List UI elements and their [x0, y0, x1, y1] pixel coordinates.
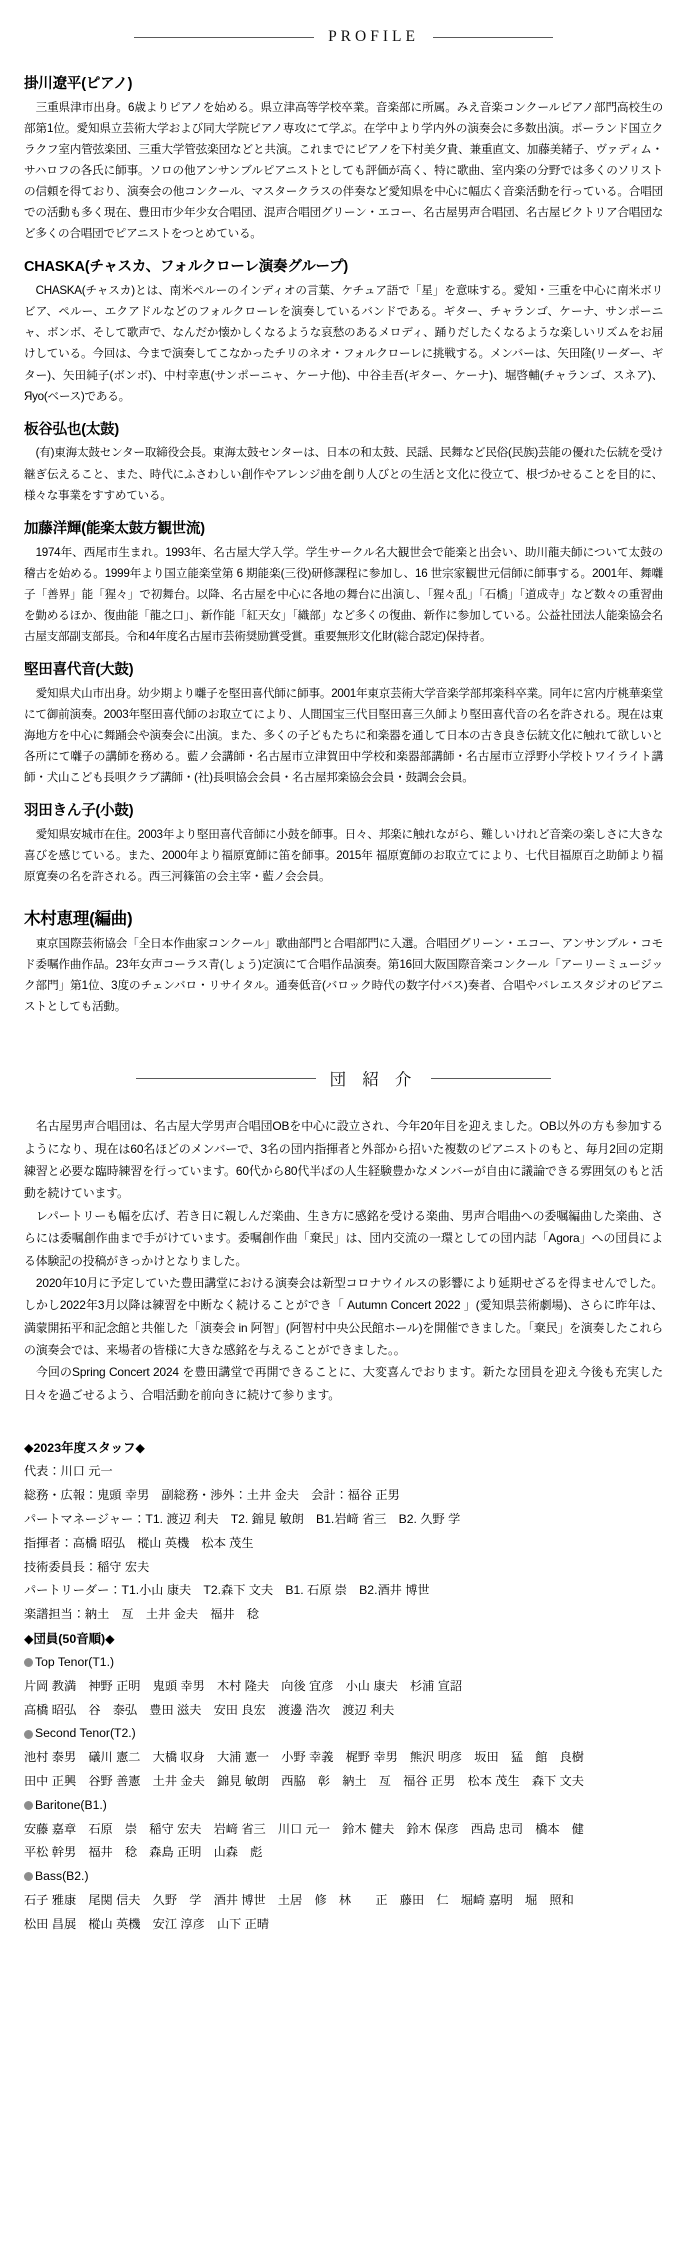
member-names-line: 平松 幹男 福井 稔 森島 正明 山森 彪 — [24, 1845, 263, 1860]
voice-part-group — [24, 1651, 663, 1722]
performer-name: 加藤洋輝(能楽太鼓方観世流) — [24, 520, 205, 537]
entry-spacer — [24, 244, 663, 257]
entry-spacer — [24, 407, 663, 420]
performer-bio: (有)東海太鼓センター取締役会長。東海太鼓センターは、日本の和太鼓、民謡、民舞など民俗(民族)芸能の優れた伝統を受け継ぎ伝えること、また、時代にふさわしい創作やアレンジ曲を創り人びとの生活と文化に役立て、根づかせることを目的に、様々な事業をすすめている。 — [24, 446, 663, 502]
banner-rule-left — [136, 1078, 316, 1079]
performer-bio: 三重県津市出身。6歳よりピアノを始める。県立津高等学校卒業。音楽部に所属。みえ音楽コンクールピアノ部門高校生の部第1位。愛知県立芸術大学および同大学院ピアノ専攻にて学ぶ。在学中より学内外の演奏会に多数出演。ポーランド国立クラクフ室内管弦楽団、三重大学管弦楽団などと共演。これまでにピアノを下村美夕貴、兼重直文、加藤美緒子、ヴァディム・サハロフの各氏に師事。ソロの他アンサンブルピアニストとしても評価が高く、特に歌曲、室内楽の分野では多くのソリストの信頼を得ており、演奏会の他コンクール、マスタークラスの伴奏など愛知県を中心に幅広く音楽活動を行っている。合唱団での活動も多く現在、豊田市少年少女合唱団、混声合唱団グリーン・エコー、名古屋男声合唱団、名古屋ビクトリア合唱団など多くの合唱団でピアニストをつとめている。 — [24, 100, 663, 241]
member-names-line: 池村 泰男 礒川 憲二 大橋 収身 大浦 憲一 小野 幸義 梶野 幸男 熊沢 明彦 坂田 猛 館 良樹 — [24, 1750, 584, 1765]
staff-roster — [24, 1436, 663, 1627]
bullet-dot-icon — [24, 1658, 33, 1667]
member-names-line: 高橋 昭弘 谷 泰弘 豊田 滋夫 安田 良宏 渡邊 浩次 渡辺 利夫 — [24, 1702, 395, 1717]
profile-entry — [24, 801, 663, 887]
performer-bio: 東京国際芸術協会「全日本作曲家コンクール」歌曲部門と合唱部門に入選。合唱団グリーン・エコー、アンサンブル・コモド委嘱作曲作品。23年女声コーラス青(しょう)定演にて合唱作品演奏。第16回大阪国際音楽コンクール「アーリーミュージック部門」第1位、3度のチェンバロ・リサイタル。通奏低音(バロック時代の数字付バス)奏者、合唱やバレエスタジオのピアニストとしても活動。 — [24, 936, 663, 1014]
staff-line: 指揮者：高橋 昭弘 樅山 英機 松本 茂生 — [24, 1535, 254, 1550]
staff-line: 楽譜担当：納土 亙 土井 金夫 福井 稔 — [24, 1607, 259, 1622]
profile-entry — [24, 74, 663, 244]
performer-bio: 1974年、西尾市生まれ。1993年、名古屋大学入学。学生サークル名大観世会で能楽と出会い、助川龍夫師について太鼓の稽古を始める。1999年より国立能楽堂第 6 期能楽(三役)研修課程に参加し、16 世宗家観世元信師に師事する。2001年、舞囃子「善界」能「猩々」で初舞台。以降、名古屋を中心に各地の舞台に出演し、「猩々乱」「石橋」「道成寺」など数々の重習曲を勤めるほか、復曲能「龍之口」、新作能「紅天女」「織部」など多くの復曲、新作に参加している。公益社団法人能楽協会名古屋支部副支部長。令和4年度名古屋市芸術奨励賞受賞。重要無形文化財(総合認定)保持者。 — [24, 545, 663, 643]
member-names-line: 石子 雅康 尾関 信夫 久野 学 酒井 博世 土居 修 林 正 藤田 仁 堀崎 嘉明 堀 照和 — [24, 1892, 574, 1907]
members-heading: ◆団員(50音順)◆ — [24, 1631, 115, 1646]
intro-banner-spacer — [24, 1095, 663, 1115]
voice-part-heading — [24, 1794, 663, 1818]
staff-line: 技術委員長：稲守 宏夫 — [24, 1559, 150, 1574]
voice-part-label: Baritone(B1.) — [35, 1797, 107, 1812]
entry-spacer — [24, 788, 663, 801]
member-names-line: 安藤 嘉章 石原 崇 稲守 宏夫 岩﨑 省三 川口 元一 鈴木 健夫 鈴木 保彦 西島 忠司 橋本 健 — [24, 1821, 584, 1836]
member-roster — [24, 1627, 663, 1937]
voice-part-heading — [24, 1651, 663, 1675]
banner-rule-left — [134, 37, 314, 38]
entry-spacer — [24, 887, 663, 907]
profile-banner-spacer — [24, 54, 663, 74]
profile-section-banner — [24, 20, 663, 54]
profile-entry — [24, 257, 663, 406]
voice-part-label: Bass(B2.) — [35, 1869, 89, 1884]
staff-heading: ◆2023年度スタッフ◆ — [24, 1441, 145, 1456]
intro-top-spacer — [24, 1017, 663, 1061]
intro-paragraph: 2020年10月に予定していた豊田講堂における演奏会は新型コロナウイルスの影響により延期せざるを得ませんでした。しかし2022年3月以降は練習を中断なく続けることができ「 Autumn Concert 2022 」(愛知県芸術劇場)、さらに昨年は、満蒙開拓平和記念館と共催した「演奏会 in 阿智」(阿智村中央公民館ホール)を開催できました。「棄民」を演奏したこれらの演奏会では、来場者の皆様に大きな感銘を与えることができました。。 — [24, 1275, 663, 1358]
performer-name: 木村恵理(編曲) — [24, 910, 133, 929]
banner-rule-right — [433, 37, 553, 38]
voice-part-label: Top Tenor(T1.) — [35, 1655, 115, 1670]
voice-part-heading — [24, 1865, 663, 1889]
performer-bio: 愛知県犬山市出身。幼少期より囃子を堅田喜代師に師事。2001年東京芸術大学音楽学部邦楽科卒業。同年に宮内庁桃華楽堂にて御前演奏。2003年堅田喜代師のお取立てにより、人間国宝三代目堅田喜三久師より堅田喜代音の名を許される。現在は東海地方を中心に舞踊会や演奏会に出演。また、多くの子どもたちに和楽器を通して日本の古き良き伝統文化に触れて欲しいと各所にて囃子の講師を務める。藍ノ会講師・名古屋市立津賀田中学校和楽器部講師・名古屋市立浮野小学校トワイライト講師・犬山こども長唄クラブ講師・(社)長唄協会会員・名古屋邦楽協会会員・鼓調会会員。 — [24, 686, 663, 785]
performer-bio: 愛知県安城市在住。2003年より堅田喜代音師に小鼓を師事。日々、邦楽に触れながら、難しいけれど音楽の楽しさに大きな喜びを感じている。また、2000年より福原寛師に笛を師事。2015年 福原寛師のお取立てにより、七代目福原百之助師より福原寛奏の名を許される。西三河篠笛の会主宰・藍ノ会会員。 — [24, 827, 663, 884]
profile-entry — [24, 519, 663, 647]
profile-entry — [24, 907, 663, 1017]
performer-name: 羽田きん子(小鼓) — [24, 803, 134, 820]
member-names-line: 松田 昌展 樅山 英機 安江 淳彦 山下 正晴 — [24, 1916, 270, 1931]
entry-spacer — [24, 506, 663, 519]
member-names-line: 田中 正興 谷野 善憲 土井 金夫 錦見 敏朗 西脇 彰 納土 亙 福谷 正男 松本 茂生 森下 文夫 — [24, 1773, 584, 1788]
performer-name: 堅田喜代音(大鼓) — [24, 661, 134, 678]
voice-part-label: Second Tenor(T2.) — [35, 1726, 136, 1741]
staff-line: パートマネージャー：T1. 渡辺 利夫 T2. 錦見 敏朗 B1.岩﨑 省三 B2. 久野 学 — [24, 1511, 461, 1526]
top-spacer — [24, 0, 663, 20]
bullet-dot-icon — [24, 1730, 33, 1739]
staff-line: 代表：川口 元一 — [24, 1464, 113, 1479]
intro-banner-title: 団 紹 介 — [329, 1070, 418, 1090]
performer-name: 板谷弘也(太鼓) — [24, 421, 120, 438]
performer-bio: CHASKA(チャスカ)とは、南米ペルーのインディオの言葉、ケチュア語で「星」を意味する。愛知・三重を中心に南米ボリビア、ペルー、エクアドルなどのフォルクローレを演奏しているバンドである。ギター、チャランゴ、ケーナ、サンポーニャ、ボンボ、そして歌声で、なんだか懐かしくなるような哀愁のあるメロディ、踊りだしたくなるような楽しいリズムをお届けしている。今回は、今まで演奏してこなかったチリのネオ・フォルクローレに挑戦する。メンバーは、矢田隆(リーダー、ギター)、矢田純子(ボンボ)、中村幸恵(サンポーニャ、ケーナ他)、中谷圭吾(ギター、ケーナ)、堀啓輔(チャランゴ、スネア)、Яyo(ベース)である。 — [24, 284, 663, 403]
member-names-line: 片岡 教満 神野 正明 鬼頭 幸男 木村 隆夫 向後 宜彦 小山 康夫 杉浦 宣詔 — [24, 1678, 463, 1693]
intro-paragraph: 今回のSpring Concert 2024 を豊田講堂で再開できることに、大変喜んでおります。新たな団員を迎え今後も充実した日々を過ごせるよう、合唱活動を前向きに続けて参ります。 — [24, 1365, 663, 1402]
voice-part-group — [24, 1865, 663, 1936]
voice-part-group — [24, 1794, 663, 1865]
staff-line: パートリーダー：T1.小山 康夫 T2.森下 文夫 B1. 石原 崇 B2.酒井 博世 — [24, 1583, 430, 1598]
intro-paragraph: 名古屋男声合唱団は、名古屋大学男声合唱団OBを中心に設立され、今年20年目を迎えました。OB以外の方も参加するようになり、現在は60名ほどのメンバーで、3名の団内指揮者と外部から招いた複数のピアニストのもと、毎月2回の定期練習と必要な臨時練習を行っています。60代から80代半ばの人生経験豊かなメンバーが自由に議論できる雰囲気のもと活動を続けています。 — [24, 1119, 663, 1201]
intro-paragraph: レパートリーも幅を広げ、若き日に親しんだ楽曲、生き方に感銘を受ける楽曲、男声合唱曲への委嘱編曲した楽曲、さらには委嘱創作曲まで手がけています。委嘱創作曲「棄民」は、団内交流の一環としての団内誌「Agora」への団員による体験記の投稿がきっかけとなりました。 — [24, 1208, 663, 1268]
performer-name: 掛川遼平(ピアノ) — [24, 76, 133, 92]
profile-banner-title: PROFILE — [328, 28, 419, 45]
bullet-dot-icon — [24, 1872, 33, 1881]
staff-line: 総務・広報：鬼頭 幸男 副総務・渉外：土井 金夫 会計：福谷 正男 — [24, 1488, 400, 1503]
voice-part-group — [24, 1722, 663, 1793]
profile-entry — [24, 420, 663, 506]
bullet-dot-icon — [24, 1801, 33, 1810]
staff-top-spacer — [24, 1406, 663, 1436]
banner-rule-right — [431, 1078, 551, 1079]
intro-section-banner — [24, 1061, 663, 1095]
voice-part-heading — [24, 1722, 663, 1746]
entry-spacer — [24, 647, 663, 660]
performer-name: CHASKA(チャスカ、フォルクローレ演奏グループ) — [24, 259, 349, 276]
profile-entry — [24, 660, 663, 788]
